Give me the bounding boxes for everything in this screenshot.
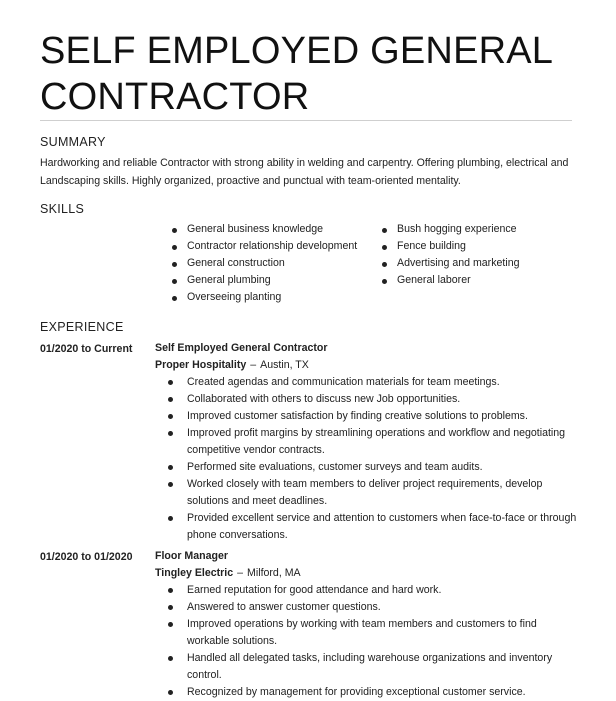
list-item: Performed site evaluations, customer surveys and team audits. <box>187 459 582 476</box>
bullet-icon <box>168 588 173 593</box>
bullet-icon <box>172 296 177 301</box>
header-divider <box>40 120 572 121</box>
bullet-icon <box>172 262 177 267</box>
bullet-icon <box>168 516 173 521</box>
job-dates: 01/2020 to Current <box>40 343 133 355</box>
bullet-icon <box>168 465 173 470</box>
list-item: Worked closely with team members to deliver project requirements, develop solutions and meet deadlines. <box>187 476 582 510</box>
skill-item: Overseeing planting <box>187 289 357 306</box>
bullet-icon <box>168 482 173 487</box>
list-item: Improved profit margins by streamlining operations and workflow and negotiating competitive vendor contracts. <box>187 425 582 459</box>
job-bullet-list <box>187 582 582 701</box>
company-location: Austin, TX <box>260 359 309 371</box>
company-name: Proper Hospitality <box>155 359 247 371</box>
bullet-icon <box>382 279 387 284</box>
company-name: Tingley Electric <box>155 567 234 579</box>
list-item: Recognized by management for providing exceptional customer service. <box>187 684 582 701</box>
list-item: Handled all delegated tasks, including warehouse organizations and inventory control. <box>187 650 582 684</box>
company-dash: – <box>250 359 257 371</box>
job-title: Floor Manager <box>155 550 228 562</box>
list-item: Improved customer satisfaction by finding creative solutions to problems. <box>187 408 582 425</box>
bullet-icon <box>172 245 177 250</box>
name-line-2: CONTRACTOR <box>40 76 310 118</box>
bullet-icon <box>168 622 173 627</box>
list-item: Improved operations by working with team members and customers to find workable solutions. <box>187 616 582 650</box>
job-company-line <box>155 567 301 579</box>
name-line-1: SELF EMPLOYED GENERAL <box>40 30 554 72</box>
summary-text: Hardworking and reliable Contractor with strong ability in welding and carpentry. Offering plumbing, electrical and Landscaping skills. Highly organized, proactive and punctual with team-oriented mentality. <box>40 157 569 187</box>
skills-heading: SKILLS <box>40 202 85 216</box>
skills-list-left <box>187 221 357 306</box>
job-dates: 01/2020 to 01/2020 <box>40 551 133 563</box>
experience-heading: EXPERIENCE <box>40 320 124 334</box>
company-dash: – <box>237 567 244 579</box>
skill-item: Contractor relationship development <box>187 238 357 255</box>
skills-list-right <box>397 221 519 289</box>
bullet-icon <box>172 228 177 233</box>
bullet-icon <box>168 605 173 610</box>
bullet-icon <box>168 414 173 419</box>
list-item: Provided excellent service and attention to customers when face-to-face or through phone conversations. <box>187 510 582 544</box>
bullet-icon <box>168 380 173 385</box>
skill-item: Advertising and marketing <box>397 255 519 272</box>
skill-item: Bush hogging experience <box>397 221 519 238</box>
bullet-icon <box>168 656 173 661</box>
skill-item: General construction <box>187 255 357 272</box>
list-item: Created agendas and communication materials for team meetings. <box>187 374 582 391</box>
skill-item: General plumbing <box>187 272 357 289</box>
resume-name <box>40 28 600 120</box>
bullet-icon <box>172 279 177 284</box>
skill-item: General business knowledge <box>187 221 357 238</box>
bullet-icon <box>382 262 387 267</box>
summary-heading: SUMMARY <box>40 135 106 149</box>
job-bullet-list <box>187 374 582 544</box>
bullet-icon <box>168 431 173 436</box>
list-item: Answered to answer customer questions. <box>187 599 582 616</box>
list-item: Collaborated with others to discuss new Job opportunities. <box>187 391 582 408</box>
skill-item: Fence building <box>397 238 519 255</box>
bullet-icon <box>168 397 173 402</box>
bullet-icon <box>168 690 173 695</box>
bullet-icon <box>382 245 387 250</box>
bullet-icon <box>382 228 387 233</box>
list-item: Earned reputation for good attendance and hard work. <box>187 582 582 599</box>
job-title: Self Employed General Contractor <box>155 342 328 354</box>
company-location: Milford, MA <box>247 567 301 579</box>
job-company-line <box>155 359 309 371</box>
skill-item: General laborer <box>397 272 519 289</box>
